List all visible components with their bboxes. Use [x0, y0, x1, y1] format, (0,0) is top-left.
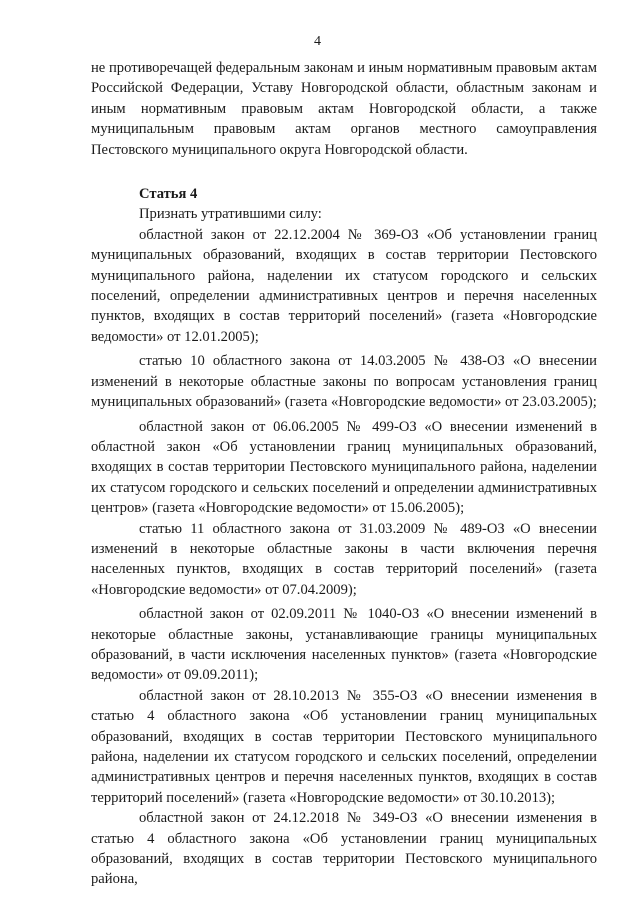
repealed-item: областной закон от 28.10.2013 № 355-ОЗ «О внесении изменения в статью 4 областного закона «Об установлении границ муниципальных образований, входящих в состав территории Пестовского муниципального района, наделении их статусом городского и сельских поселений, определении административных центров и перечня населенных пунктов, входящих в состав территорий поселений» (газета «Новгородские ведомости» от 30.10.2013);	[91, 687, 597, 806]
repealed-item: областной закон от 06.06.2005 № 499-ОЗ «О внесении изменений в областной закон «Об установлении границ муниципальных образований, входящих в состав территории Пестовского муниципального района, наделении их статусом городского и сельских поселений и определении административных центров» (газета «Новгородские ведомости» от 15.06.2005);	[91, 418, 597, 517]
repealed-item: областной закон от 02.09.2011 № 1040-ОЗ «О внесении изменений в некоторые областные законы, устанавливающие границы муниципальных образований, в части исключения населенных пунктов» (газета «Новгородские ведомости» от 09.09.2011);	[91, 606, 597, 684]
intro-paragraph: не противоречащей федеральным законам и иным нормативным правовым актам Российской Федерации, Уставу Новгородской области, областным законам и иным нормативным правовым актам Новгородской области, а также муниципальным правовым актам органов местного самоуправления Пестовского муниципального округа Новгородской области.	[91, 60, 597, 158]
document-body	[91, 58, 597, 890]
repealed-item: областной закон от 22.12.2004 № 369-ОЗ «Об установлении границ муниципальных образований, входящих в состав территории Пестовского муниципального района, наделении их статусом городского и сельских поселений, определении административных центров и перечня населенных пунктов, входящих в состав территорий поселений» (газета «Новгородские ведомости» от 12.01.2005);	[91, 226, 597, 345]
repealed-item: статью 11 областного закона от 31.03.2009 № 489-ОЗ «О внесении изменений в некоторые областные законы в части включения перечня населенных пунктов, входящих в состав территорий поселений» (газета «Новгородские ведомости» от 07.04.2009);	[91, 520, 597, 598]
page-number: 4	[314, 34, 321, 49]
repealed-item: областной закон от 24.12.2018 № 349-ОЗ «О внесении изменения в статью 4 областного закона «Об установлении границ муниципальных образований, входящих в состав территории Пестовского муниципального района,	[91, 810, 597, 888]
article-title: Статья 4	[139, 186, 198, 203]
repealed-item: статью 10 областного закона от 14.03.2005 № 438-ОЗ «О внесении изменений в некоторые областные законы по вопросам установления границ муниципальных образований» (газета «Новгородские ведомости» от 23.03.2005);	[91, 353, 597, 411]
article-lead: Признать утратившими силу:	[139, 206, 322, 223]
